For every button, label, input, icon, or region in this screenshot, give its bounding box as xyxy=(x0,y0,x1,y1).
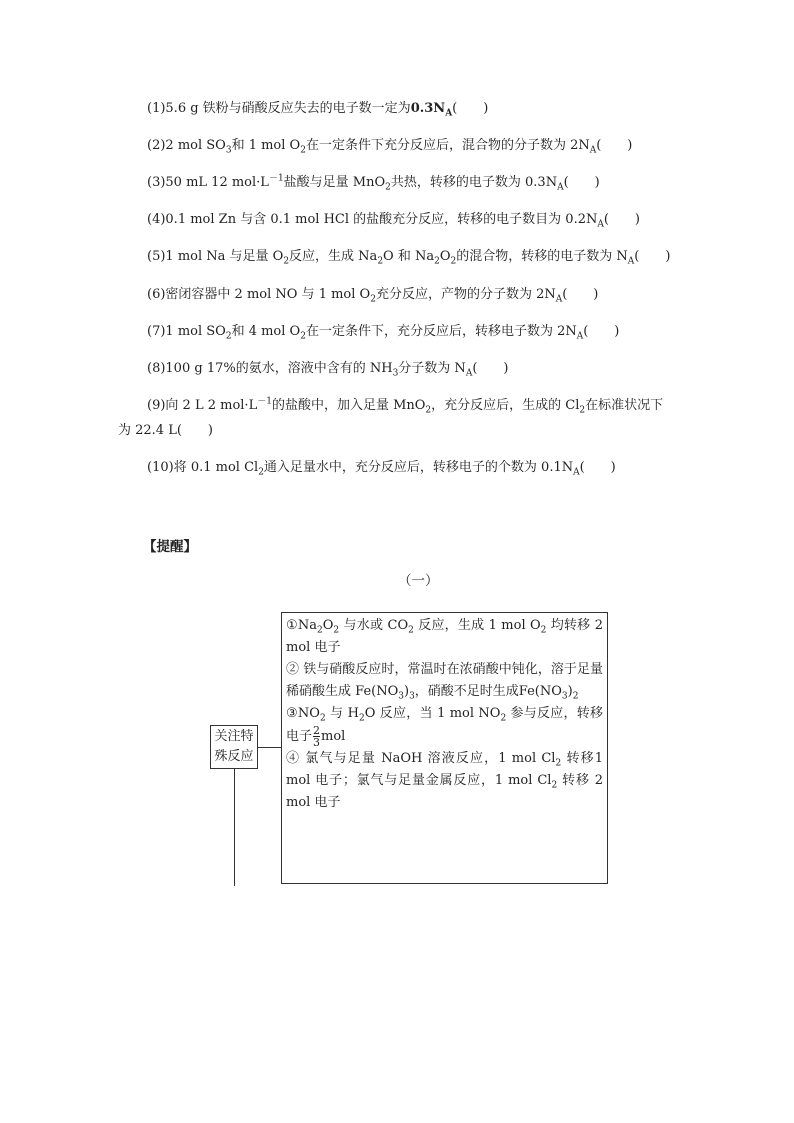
connector-vertical xyxy=(234,769,235,886)
question-9-continuation: 为 22.4 L( ) xyxy=(118,423,213,438)
question-7: (7)1 mol $SO_2$和 4 mol $O_2$在一定条件下，充分反应后，转移电子数为 $2N_A$( ) xyxy=(147,324,620,342)
question-5: (5)1 mol Na 与足量 $O_2$反应，生成 $Na_2O$ 和 $Na_2O_2$的混合物，转移的电子数为 $N_A$( ) xyxy=(147,249,671,267)
question-6: (6)密闭容器中 2 mol NO 与 1 mol $O_2$充分反应，产物的分子数为 $2N_A$( ) xyxy=(147,287,599,305)
special-reactions-box xyxy=(281,612,608,884)
question-8: (8)100 g 17%的氨水，溶液中含有的 $NH_3$分子数为 $N_A$( ) xyxy=(147,361,509,379)
question-9: (9)向 2 L 2 $mol\cdot L^{-1}$的盐酸中，加入足量 MnO$_2$，充分反应后，生成的 $Cl_2$在标准状况下 xyxy=(147,396,664,416)
note-item-2: ② 铁与硝酸反应时，常温时在浓硝酸中钝化，溶于足量稀硝酸生成 $Fe(NO_3)_3$，硝酸不足时生成$Fe(NO_3)_2$ xyxy=(286,662,603,702)
fraction: $\frac{2}{3}$ xyxy=(313,724,321,749)
connector-horizontal xyxy=(258,747,281,748)
question-10: (10)将 0.1 mol $Cl_2$通入足量水中，充分反应后，转移电子的个数为 $0.1N_A$( ) xyxy=(147,460,616,478)
note-item-1: $①Na_2O_2$ 与水或 $CO_2$ 反应，生成 1 mol $O_2$ 均转移 2 mol 电子 xyxy=(286,618,604,655)
question-1: (1)5.6 g 铁粉与硝酸反应失去的电子数一定为$0.3N_A$( ) xyxy=(147,101,489,119)
note-item-4: ④ 氯气与足量 NaOH 溶液反应，1 mol $Cl_2$ 转移1 mol 电子；氯气与足量金属反应，1 mol $Cl_2$ 转移 2 mol 电子 xyxy=(286,751,603,810)
question-3: (3)50 mL 12 $mol\cdot L^{-1}$盐酸与足量 MnO$_2$共热，转移的电子数为 $0.3N_A$( ) xyxy=(147,173,600,193)
reminder-heading: 【提醒】 xyxy=(143,539,197,555)
question-2: (2)2 mol $SO_3$和 1 mol $O_2$在一定条件下充分反应后，混合物的分子数为 $2N_A$( ) xyxy=(147,138,633,156)
note-item-3: $③NO_2$ 与 $H_2O$ 反应，当 1 mol $NO_2$ 参与反应，转移电子 $\frac{2}{3}$ mol xyxy=(286,706,603,749)
reminder-subheading: （一） xyxy=(398,573,439,589)
question-4: (4)0.1 mol Zn 与含 0.1 mol HCl 的盐酸充分反应，转移的电子数目为 $0.2N_A$( ) xyxy=(147,212,640,230)
special-reactions-label: 关注特 殊反应 xyxy=(210,725,258,769)
